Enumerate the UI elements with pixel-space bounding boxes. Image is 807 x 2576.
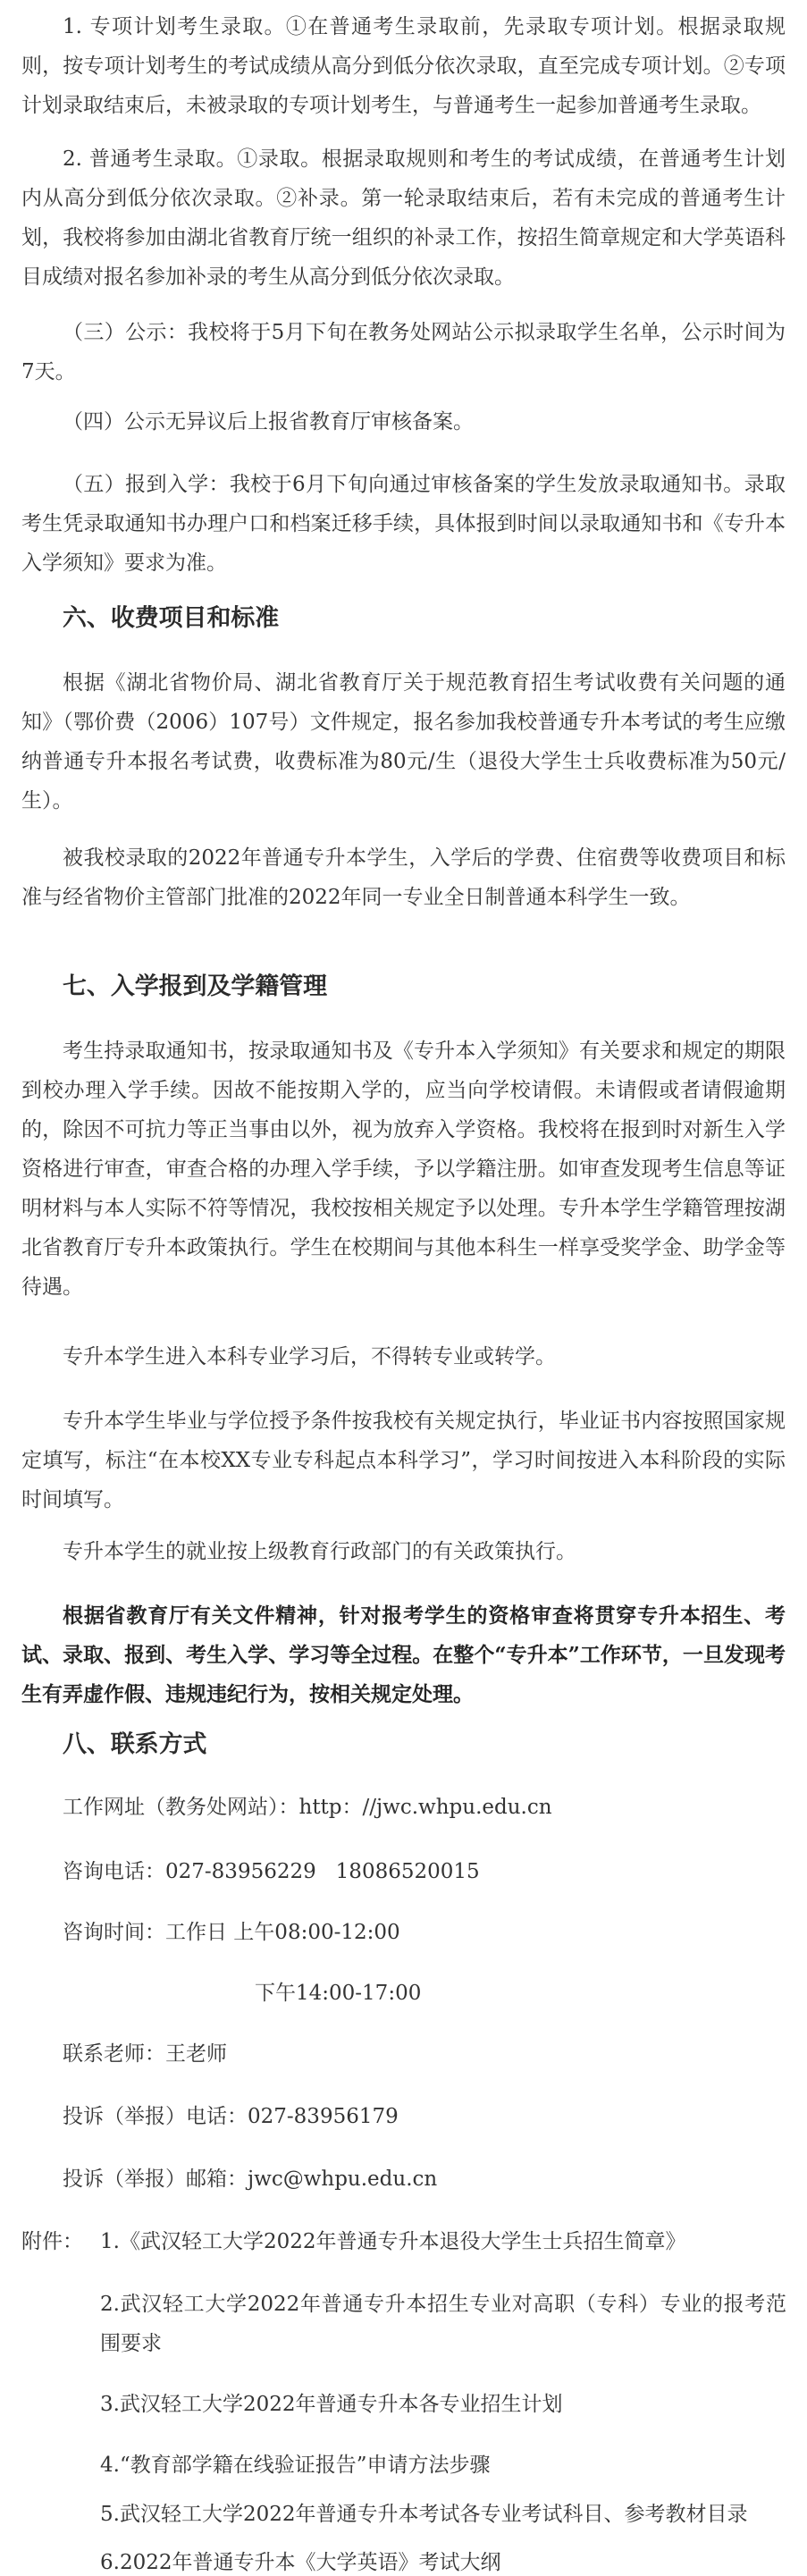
paragraph-publicity: （三）公示：我校将于5月下旬在教务处网站公示拟录取学生名单，公示时间为7天。 <box>21 321 786 383</box>
paragraph-fee-standard: 根据《湖北省物价局、湖北省教育厅关于规范教育招生考试收费有关问题的通知》（鄂价费（2006）107号）文件规定，报名参加我校普通专升本考试的考生应缴纳普通专升本报名考试费，收费标准为80元/生（退役大学生士兵收费标准为50元/生）。 <box>21 671 786 812</box>
contact-teacher: 联系老师：王老师 <box>63 2042 227 2066</box>
paragraph-graduation: 专升本学生毕业与学位授予条件按我校有关规定执行，毕业证书内容按照国家规定填写，标注“在本校XX专业专科起点本科学习”，学习时间按进入本科阶段的实际时间填写。 <box>21 1410 786 1511</box>
attachment-item[interactable]: 4.“教育部学籍在线验证报告”申请方法步骤 <box>100 2454 491 2477</box>
paragraph-no-transfer: 专升本学生进入本科专业学习后，不得转专业或转学。 <box>63 1345 556 1368</box>
attachment-item[interactable]: 2.武汉轻工大学2022年普通专升本招生专业对高职（专科）专业的报考范围要求 <box>100 2293 786 2355</box>
contact-phone: 咨询电话：027-83956229 18086520015 <box>63 1860 480 1883</box>
attachment-item[interactable]: 3.武汉轻工大学2022年普通专升本各专业招生计划 <box>100 2393 563 2416</box>
paragraph-enrollment-procedure: 考生持录取通知书，按录取通知书及《专升本入学须知》有关要求和规定的期限到校办理入学手续。因故不能按期入学的，应当向学校请假。未请假或者请假逾期的，除因不可抗力等正当事由以外，视为放弃入学资格。我校将在报到时对新生入学资格进行审查，审查合格的办理入学手续，予以学籍注册。如审查发现考生信息等证明材料与本人实际不符等情况，我校按相关规定予以处理。专升本学生学籍管理按湖北省教育厅专升本政策执行。学生在校期间与其他本科生一样享受奖学金、助学金等待遇。 <box>21 1040 786 1299</box>
paragraph-qualification-review: 根据省教育厅有关文件精神，针对报考学生的资格审查将贯穿专升本招生、考试、录取、报到、考生入学、学习等全过程。在整个“专升本”工作环节，一旦发现考生有弄虚作假、违规违纪行为，按相关规定处理。 <box>21 1604 786 1706</box>
attachments-label: 附件： <box>21 2230 83 2253</box>
paragraph-tuition: 被我校录取的2022年普通专升本学生，入学后的学费、住宿费等收费项目和标准与经省物价主管部门批准的2022年同一专业全日制普通本科学生一致。 <box>21 846 786 909</box>
attachment-item[interactable]: 5.武汉轻工大学2022年普通专升本考试各专业考试科目、参考教材目录 <box>100 2503 748 2526</box>
paragraph-enrollment-notice: （五）报到入学：我校于6月下旬向通过审核备案的学生发放录取通知书。录取考生凭录取通知书办理户口和档案迁移手续，具体报到时间以录取通知书和《专升本入学须知》要求为准。 <box>21 473 786 575</box>
attachment-item[interactable]: 1.《武汉轻工大学2022年普通专升本退役大学生士兵招生简章》 <box>100 2230 686 2253</box>
paragraph-employment: 专升本学生的就业按上级教育行政部门的有关政策执行。 <box>63 1540 576 1563</box>
paragraph-special-plan-admission: 1. 专项计划考生录取。①在普通考生录取前，先录取专项计划。根据录取规则，按专项计划考生的考试成绩从高分到低分依次录取，直至完成专项计划。②专项计划录取结束后，未被录取的专项计划考生，与普通考生一起参加普通考生录取。 <box>21 15 786 117</box>
section-heading-contact: 八、联系方式 <box>63 1730 207 1758</box>
section-heading-fees: 六、收费项目和标准 <box>63 604 280 632</box>
complaint-phone: 投诉（举报）电话：027-83956179 <box>63 2105 399 2128</box>
contact-hours-afternoon: 下午14:00-17:00 <box>255 1982 422 2005</box>
complaint-email: 投诉（举报）邮箱：jwc@whpu.edu.cn <box>63 2168 438 2191</box>
paragraph-filing: （四）公示无异议后上报省教育厅审核备案。 <box>63 410 474 434</box>
paragraph-regular-admission: 2. 普通考生录取。①录取。根据录取规则和考生的考试成绩，在普通考生计划内从高分到低分依次录取。②补录。第一轮录取结束后，若有未完成的普通考生计划，我校将参加由湖北省教育厅统一组织的补录工作，按招生简章规定和大学英语科目成绩对报名参加补录的考生从高分到低分依次录取。 <box>21 147 786 289</box>
contact-website: 工作网址（教务处网站）：http：//jwc.whpu.edu.cn <box>63 1796 552 1819</box>
attachment-item[interactable]: 6.2022年普通专升本《大学英语》考试大纲 <box>100 2551 501 2574</box>
section-heading-enrollment: 七、入学报到及学籍管理 <box>63 972 327 1000</box>
contact-hours-morning: 咨询时间：工作日 上午08:00-12:00 <box>63 1921 400 1944</box>
